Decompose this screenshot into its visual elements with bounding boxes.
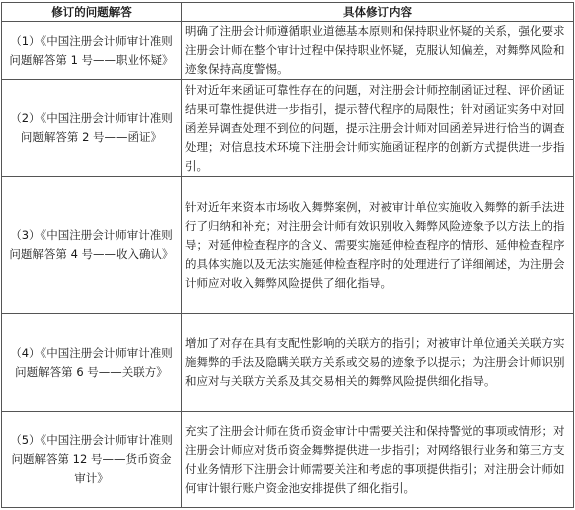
header-revision-content: 具体修订内容: [182, 3, 574, 22]
row-question: （1）《中国注册会计师审计准则问题解答第 1 号——职业怀疑》: [2, 22, 182, 80]
revision-table: [1, 2, 574, 508]
table-header-row: [2, 3, 574, 22]
table-row: [2, 177, 574, 314]
row-question: （3）《中国注册会计师审计准则问题解答第 4 号——收入确认》: [2, 177, 182, 314]
table-row: [2, 22, 574, 80]
header-revised-qa: 修订的问题解答: [2, 3, 182, 22]
row-question: （5）《中国注册会计师审计准则问题解答第 12 号——货币资金审计》: [2, 412, 182, 508]
table-row: [2, 412, 574, 508]
row-content: 针对近年来资本市场收入舞弊案例，对被审计单位实施收入舞弊的新手法进行了归纳和补充；对注册会计师有效识别收入舞弊风险迹象予以方法上的指导；对延伸检查程序的含义、需要实施延伸检查程序的情形、延伸检查程序的具体实施以及无法实施延伸检查程序时的处理进行了详细阐述，为注册会计师应对收入舞弊风险提供了细化指导。: [182, 177, 574, 314]
table-row: [2, 80, 574, 177]
row-content: 明确了注册会计师遵循职业道德基本原则和保持职业怀疑的关系，强化要求注册会计师在整个审计过程中保持职业怀疑，克服认知偏差，对舞弊风险和迹象保持高度警惕。: [182, 22, 574, 80]
row-content: 充实了注册会计师在货币资金审计中需要关注和保持警觉的事项或情形；对注册会计师应对货币资金舞弊提供进一步指引；对网络银行业务和第三方支付业务情形下注册会计师需要关注和考虑的事项提供指引；对注册会计师如何审计银行账户资金池安排提供了细化指引。: [182, 412, 574, 508]
row-content: 针对近年来函证可靠性存在的问题，对注册会计师控制函证过程、评价函证结果可靠性提供进一步指引，提示替代程序的局限性；针对函证实务中对回函差异调查处理不到位的问题，提示注册会计师对回函差异进行恰当的调查处理；对信息技术环境下注册会计师实施函证程序的创新方式提供进一步指引。: [182, 80, 574, 177]
row-question: （2）《中国注册会计师审计准则问题解答第 2 号——函证》: [2, 80, 182, 177]
table-row: [2, 314, 574, 412]
row-content: 增加了对存在具有支配性影响的关联方的指引；对被审计单位通关关联方实施舞弊的手法及隐瞒关联方关系或交易的迹象予以提示；为注册会计师识别和应对与关联方关系及其交易相关的舞弊风险提供细化指导。: [182, 314, 574, 412]
row-question: （4）《中国注册会计师审计准则问题解答第 6 号——关联方》: [2, 314, 182, 412]
